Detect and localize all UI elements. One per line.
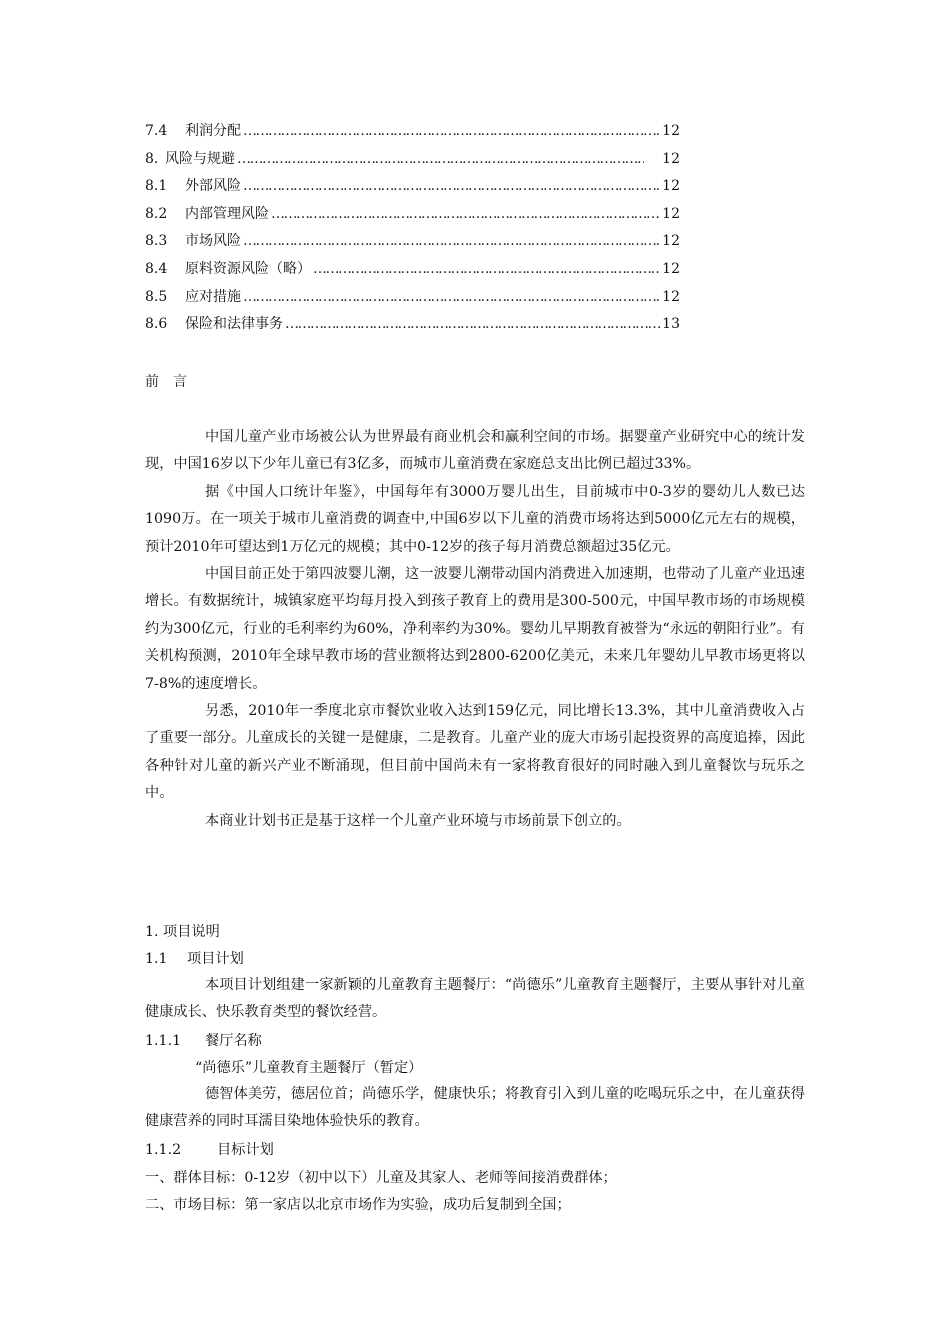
toc-page-number: 12 — [662, 178, 680, 195]
subsection-number: 1.1.2 — [145, 1142, 182, 1158]
preface-paragraph: 本商业计划书正是基于这样一个儿童产业环境与市场前景下创立的。 — [205, 812, 631, 829]
subsection-body — [145, 972, 805, 1027]
body-paragraph: 本项目计划组建一家新颖的儿童教育主题餐厅：“尚德乐”儿童教育主题餐厅，主要从事针对儿童健康成长、快乐教育类型的餐饮经营。 — [145, 977, 805, 1021]
toc-label: 内部管理风险 — [185, 205, 269, 222]
preface-paragraph: 另悉，2010年一季度北京市餐饮业收入达到159亿元，同比增长13.3%，其中儿童消费收入占了重要一部分。儿童成长的关键一是健康，二是教育。儿童产业的庞大市场引起投资界的高度追捧，因此各种针对儿童的新兴产业不断涌现，但目前中国尚未有一家将教育很好的同时融入到儿童餐饮与玩乐之中。 — [145, 703, 805, 802]
subsubsection-heading — [145, 1140, 274, 1160]
toc-entry[interactable] — [145, 256, 680, 284]
toc-leader-dots — [313, 256, 660, 284]
preface-body — [145, 424, 805, 835]
toc-leader-dots — [243, 118, 660, 146]
toc-number: 8.2 — [145, 205, 168, 222]
toc-label: 应对措施 — [185, 288, 241, 305]
toc-page-number: 13 — [662, 316, 680, 333]
table-of-contents — [145, 118, 680, 339]
toc-number: 8.5 — [145, 288, 168, 305]
toc-number: 8. — [145, 150, 159, 167]
subsection-body — [145, 1081, 805, 1136]
toc-number: 7.4 — [145, 123, 168, 139]
goal-item: 一、群体目标：0-12岁（初中以下）儿童及其家人、老师等间接消费群体； — [145, 1170, 617, 1186]
subsection-number: 1.1.1 — [145, 1033, 182, 1049]
toc-page-number: 12 — [662, 288, 680, 305]
toc-entry[interactable] — [145, 146, 680, 174]
toc-entry[interactable] — [145, 284, 680, 312]
toc-leader-dots — [243, 173, 660, 201]
subsection-title: 餐厅名称 — [205, 1033, 262, 1049]
toc-entry[interactable] — [145, 311, 680, 339]
toc-page-number: 12 — [662, 150, 680, 167]
toc-entry[interactable] — [145, 201, 680, 229]
toc-page-number: 12 — [662, 123, 680, 139]
toc-leader-dots — [285, 311, 660, 339]
toc-label: 利润分配 — [185, 123, 241, 139]
subsection-title: 目标计划 — [217, 1142, 274, 1158]
preface-paragraph: 中国儿童产业市场被公认为世界最有商业机会和赢利空间的市场。据婴童产业研究中心的统计发现，中国16岁以下少年儿童已有3亿多，而城市儿童消费在家庭总支出比例已超过33%。 — [145, 429, 805, 473]
subsubsection-heading — [145, 1031, 262, 1051]
toc-leader-dots — [237, 146, 644, 174]
toc-entry[interactable] — [145, 228, 680, 256]
toc-label: 市场风险 — [185, 233, 241, 250]
toc-label: 保险和法律事务 — [185, 316, 283, 333]
toc-number: 8.6 — [145, 316, 168, 333]
toc-label: 风险与规避 — [165, 150, 235, 167]
toc-entry[interactable] — [145, 118, 680, 146]
toc-page-number: 12 — [662, 260, 680, 277]
body-paragraph: 德智体美劳，德居位首；尚德乐学，健康快乐；将教育引入到儿童的吃喝玩乐之中，在儿童获得健康营养的同时耳濡目染地体验快乐的教育。 — [145, 1086, 805, 1130]
preface-heading: 前 言 — [145, 374, 187, 390]
toc-number: 8.1 — [145, 178, 168, 195]
toc-page-number: 12 — [662, 205, 680, 222]
preface-paragraph: 据《中国人口统计年鉴》，中国每年有3000万婴儿出生，目前城市中0-3岁的婴幼儿人数已达1090万。在一项关于城市儿童消费的调查中,中国6岁以下儿童的消费市场将达到5000亿元左右的规模，预计2010年可望达到1万亿元的规模；其中0-12岁的孩子每月消费总额超过35亿元。 — [145, 483, 805, 555]
restaurant-name: “尚德乐”儿童教育主题餐厅（暂定） — [195, 1060, 423, 1076]
preface-paragraph: 中国目前正处于第四波婴儿潮，这一波婴儿潮带动国内消费进入加速期，也带动了儿童产业迅速增长。有数据统计，城镇家庭平均每月投入到孩子教育上的费用是300-500元，中国早教市场的市场规模约为300亿元，行业的毛利率约为60%，净利率约为30%。婴幼儿早期教育被誉为“永远的朝阳行业”。有关机构预测，2010年全球早教市场的营业额将达到2800-6200亿美元，未来几年婴幼儿早教市场更将以7-8%的速度增长。 — [145, 566, 805, 692]
subsection-title: 项目计划 — [187, 951, 244, 967]
goal-item: 二、市场目标：第一家店以北京市场作为实验，成功后复制到全国； — [145, 1197, 571, 1213]
toc-leader-dots — [243, 284, 660, 312]
toc-label: 外部风险 — [185, 178, 241, 195]
toc-leader-dots — [243, 228, 660, 256]
toc-entry[interactable] — [145, 173, 680, 201]
subsection-heading — [145, 949, 244, 969]
toc-leader-dots — [271, 201, 660, 229]
toc-page-number: 12 — [662, 233, 680, 250]
toc-label: 原料资源风险（略） — [185, 260, 311, 277]
toc-number: 8.4 — [145, 260, 168, 277]
section-heading: 1. 项目说明 — [145, 924, 220, 940]
subsection-number: 1.1 — [145, 951, 168, 967]
toc-number: 8.3 — [145, 233, 168, 250]
